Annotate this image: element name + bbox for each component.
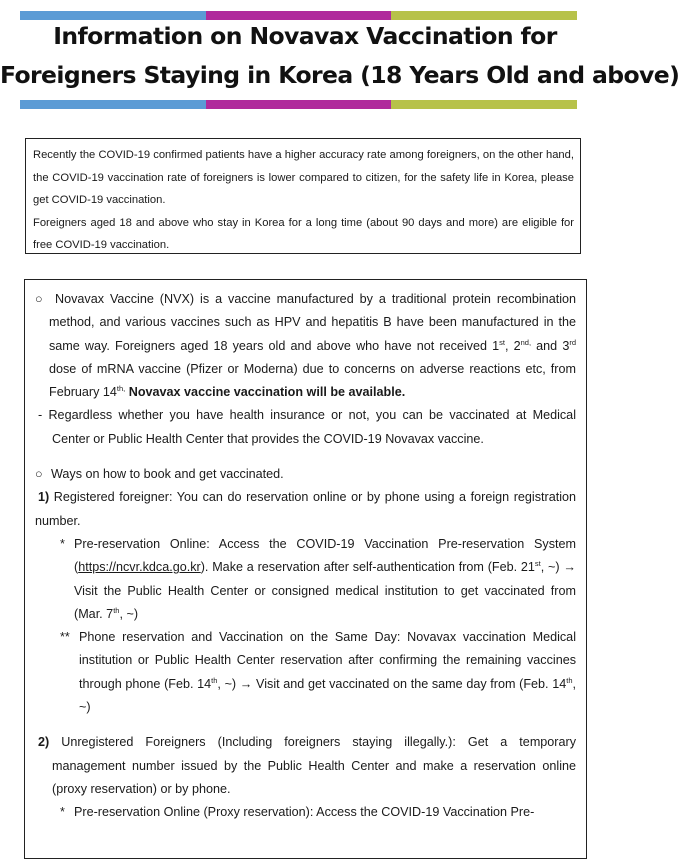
circle-bullet-icon: ○ [35, 467, 43, 482]
asterisk-marker: * [60, 536, 65, 551]
novavax-intro-paragraph: ○ Novavax Vaccine (NVX) is a vaccine manufactured by a traditional protein recombination method, and various vaccines such as HPV and hepatitis B have been manufactured in the same way. Foreigners aged 18 years old and above who have not received 1st, $2^{nd,}$ and 3rd dose of mRNA vaccine (Pfizer or Moderna) due to concerns on adverse reactions etc, from February $14^{th,}$ Novavax vaccine vaccination will be available. [35, 288, 576, 404]
proxy-reservation-note: * Pre-reservation Online (Proxy reservation): Access the COVID-19 Vaccination Pre- [35, 801, 576, 824]
page-title-line-2: Foreigners Staying in Korea (18 Years Old and above) [0, 61, 679, 89]
bar-segment-blue [20, 11, 206, 20]
bottom-color-bar [20, 100, 577, 109]
registered-foreigner-item: 1) Registered foreigner: You can do reservation online or by phone using a foreign registration number. [35, 490, 576, 528]
spacer [35, 451, 576, 463]
intro-paragraph-1: Recently the COVID-19 confirmed patients have a higher accuracy rate among foreigners, on the other hand, the COVID-19 vaccination rate of foreigners is lower compared to citizen, for the safety life in Korea, please get COVID-19 vaccination. [33, 149, 574, 206]
bar-segment-olive [391, 100, 577, 109]
phone-reservation-note: ** Phone reservation and Vaccination on the Same Day: Novavax vaccination Medical institution or Public Health Center reservation after confirming the remaining vaccines through phone (Feb. 14th, ~) → Visit and get vaccinated on the same day from (Feb. 14th, ~) [35, 626, 576, 719]
insurance-note: - Regardless whether you have health insurance or not, you can be vaccinated at Medical Center or Public Health Center that provides the COVID-19 Novavax vaccine. [38, 408, 576, 446]
unregistered-foreigner-item: 2) Unregistered Foreigners (Including foreigners staying illegally.): Get a temporary management number issued by the Public Health Center and make a reservation online (proxy reservation) or by phone. [38, 735, 577, 796]
booking-section-heading: ○ Ways on how to book and get vaccinated. [35, 463, 576, 486]
online-prereservation-note: * Pre-reservation Online: Access the COVID-19 Vaccination Pre-reservation System (https://ncvr.kdca.go.kr). Make a reservation after self-authentication from (Feb. 21st, ~) → Visit the Public Health Center or consigned medical institution to get vaccinated from (Mar. 7th, ~) [35, 533, 576, 626]
intro-paragraph-2: Foreigners aged 18 and above who stay in Korea for a long time (about 90 days and more) are eligible for free COVID-19 vaccination. [33, 216, 574, 251]
bar-segment-purple [206, 100, 391, 109]
bar-segment-purple [206, 11, 391, 20]
intro-box [25, 138, 581, 254]
asterisk-marker: * [60, 805, 65, 820]
top-color-bar [20, 11, 577, 20]
main-content-box [24, 279, 587, 859]
page-title-line-1: Information on Novavax Vaccination for [53, 22, 557, 50]
ncvr-link[interactable]: https://ncvr.kdca.go.kr [78, 560, 201, 575]
bar-segment-olive [391, 11, 577, 20]
spacer [35, 719, 576, 731]
double-asterisk-marker: ** [60, 630, 70, 645]
bar-segment-blue [20, 100, 206, 109]
circle-bullet-icon: ○ [35, 292, 43, 306]
